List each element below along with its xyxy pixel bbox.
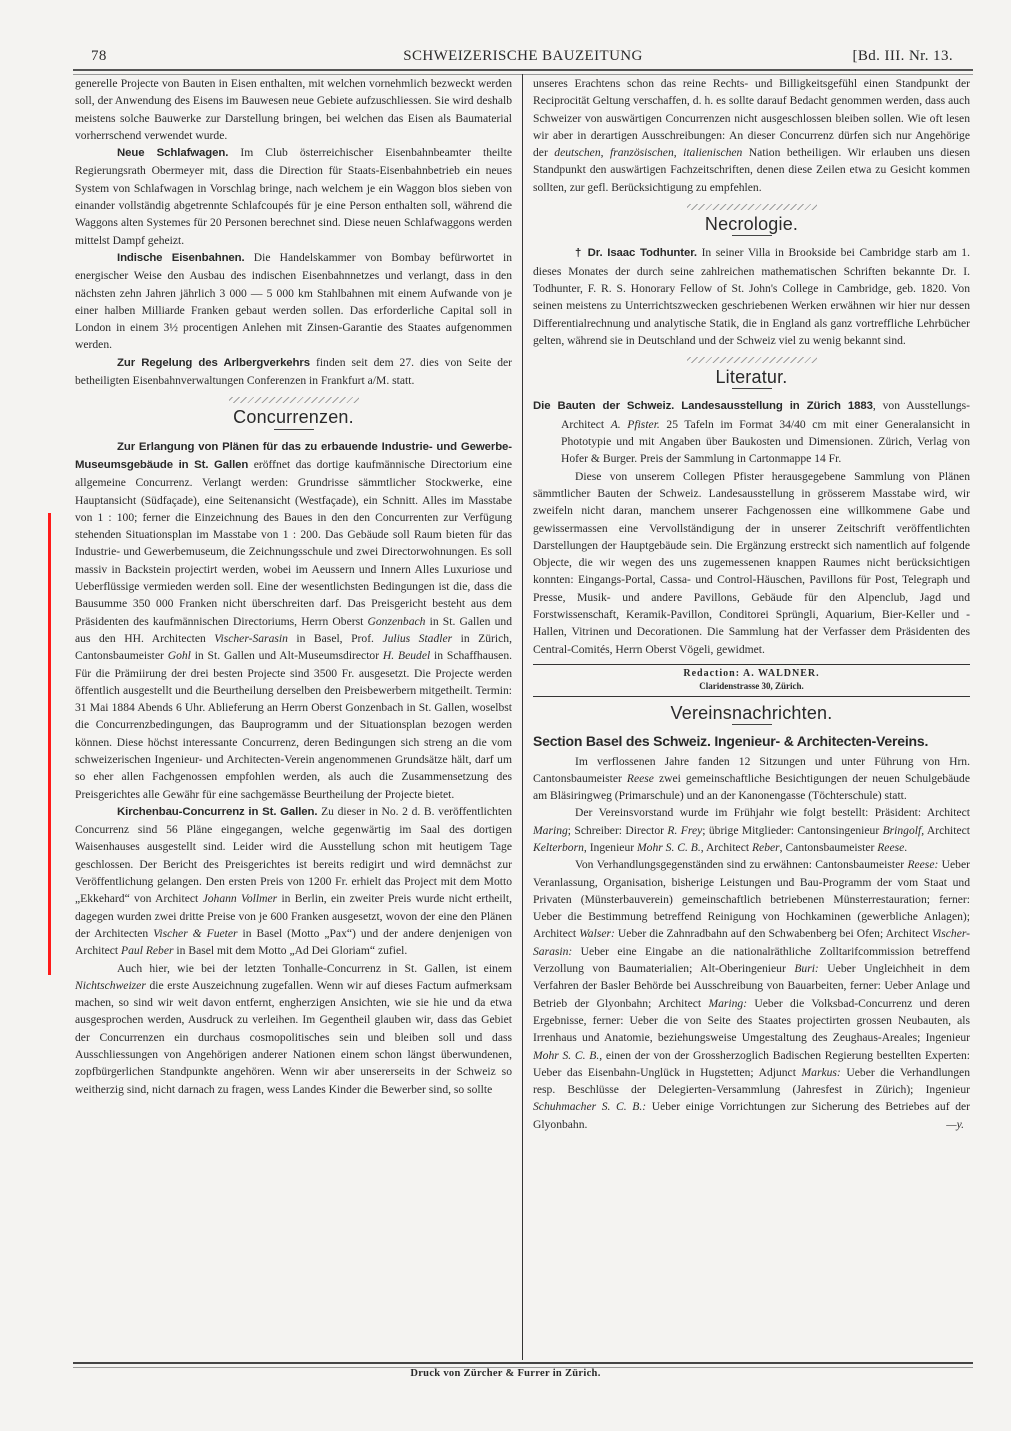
- article-text: finden seit dem 27. dies von Seite der betheiligten Eisenbahnverwaltungen Conferenzen in Frankfurt a/M. statt.: [75, 355, 512, 388]
- article-text: .: [904, 840, 908, 854]
- volume-issue: [Bd. III. Nr. 13.: [852, 48, 953, 64]
- article-text: in Basel, Prof.: [287, 631, 383, 645]
- article-text: zwei gemeinschaftliche Besichtigungen der neuen Schulgebäude am Bläsiringweg (Primarschule) und an der Kanonengasse (Töchterschule) statt.: [533, 771, 971, 803]
- printer-imprint: Druck von Zürcher & Furrer in Zürich.: [410, 1368, 601, 1379]
- emphasis: deutschen: [554, 146, 601, 160]
- person-name: Reese: [626, 771, 654, 785]
- article-text: In seiner Villa in Brookside bei Cambridge starb am 1. dieses Monates der durch seine zahlreichen mathematischen Schriften bekannte Dr. I. Todhunter, F. R. S. Honorary Fellow of St. John's College in Cambridge, geb. 1820. Von seinen meistens zu Unterrichtszwecken geschriebenen Werken erwähnen wir hier nur dessen Differentialrechnung und analytische Statik, die in England als ganz vortreffliche Lehrbücher gelten, während sie in Deutschland und der Schweiz viel zu wenig bekannt sind.: [533, 246, 971, 347]
- article-auch-hier: [75, 960, 512, 1098]
- person-name: Vischer & Fueter: [153, 926, 238, 940]
- paragraph-continued: generelle Projecte von Bauten in Eisen enthalten, mit welchen vornehmlich bezweckt werden soll, der Anwendung des Eisens im Bauwesen neue Gebiete aufzuschliessen. Sie wird deshalb meistens solche Bauwerke zur Darstellung bringen, bei welchen das Eisen als Baumaterial vorherrschend verwendet wurde.: [75, 77, 512, 142]
- left-column: [75, 75, 512, 1098]
- person-name: H. Beudel: [382, 649, 431, 663]
- article-text: eröffnet das dortige kaufmännische Directorium eine allgemeine Concurrenz. Verlangt werden: Grundrisse sämmtlicher Stockwerke, eine Hauptansicht (Südfaçade), eine Seitenansicht (Westfaçade), ein Schnitt. Alles im Masstabe von 1 : 100; ferner die Einzeichnung des Baues in den den Concurrenten zur Verfügung stehenden Situationsplan im Masstabe von 1 : 200. Das Gebäude soll Raum bieten für das Industrie- und Gewerbemuseum, die Zeichnungsschule und zwei Directorwohnungen. Es soll massiv in Backstein projectirt werden, wobei im Aeussern und Innern Alles Luxuriose und Ueberflüssige vermieden werden soll. Eine der wesentlichsten Bedingungen ist die, dass die Bausumme 350 000 Franken nicht überschreiten darf. Das Preisgericht besteht aus dem Präsidenten des kaufmännischen Directoriums, Herrn Oberst: [75, 457, 512, 628]
- editor-line: Redaction: A. WALDNER.: [683, 667, 820, 679]
- article-todhunter: [533, 244, 970, 349]
- emphasis: Nichtschweizer: [75, 978, 146, 992]
- person-name: Reber: [751, 840, 780, 854]
- person-name: A. Pfister.: [610, 417, 660, 431]
- column-divider: [522, 74, 523, 1360]
- person-name: Paul Reber: [121, 944, 174, 958]
- person-name: Reese: [877, 840, 905, 854]
- person-name: Walser:: [579, 927, 615, 941]
- article-text: Ueber Ungleichheit in dem Verfahren der Basler Behörde bei Ausschreibung von Bauarbeiten, ferner: Ueber Anlage und Betrieb der Glyonbahn; Architect: [533, 962, 970, 1010]
- person-name: Julius Stadler: [382, 631, 453, 645]
- author-signature: —y.: [946, 1117, 964, 1131]
- article-bauten-landesausstellung: [533, 397, 970, 467]
- article-title: Zur Erlangung von Plänen für das zu erbauende Industrie- und Gewerbe-Museumsgebäude in St. Gallen: [75, 440, 512, 471]
- article-st-gallen-museum: [75, 438, 512, 803]
- paragraph-review: Diese von unserem Collegen Pfister herausgegebene Sammlung von Plänen sämmtlicher Bauten der Schweiz. Landesausstellung in grösserem Masstabe wird, wir zweifeln nicht daran, manchem unserer Fachgenossen eine willkommene Gabe und gewissermassen eine Vervollständigung der in unserer Zeitschrift veröffentlichten Darstellungen der Hauptgebäude sein. Die Ergänzung erstreckt sich namentlich auf folgende Objecte, die wir wegen des uns zugemessenen knappen Raumes nicht berücksichtigen konnten: Eingangs-Portal, Cassa- und Control-Häuschen, Pavillons für Post, Telegraph und Presse, Musik- und andere Pavillons, Gebäude für den Alpenclub, Jagd und Forstwissenschaft, Keramik-Pavillon, Conditorei Sprüngli, Aquarium, Bier-Keller und -Hallen, Vitrinen und Decorationen. Die Sammlung hat der Verfasser dem Präsidenten des Central-Comités, Herrn Oberst Vögeli, gewidmet.: [533, 469, 970, 656]
- person-name: Markus:: [801, 1065, 841, 1079]
- article-schlafwagen: [75, 144, 512, 249]
- person-name: Buri:: [794, 962, 819, 976]
- article-text: Zu dieser in No. 2 d. B. veröffentlichten Concurrenz sind 56 Pläne eingegangen, welche gegenwärtig im Saal des dortigen Waisenhauses ausgestellt sind. Leider wird die Ausstellung schon mit heutigem Tage geschlossen. Der Bericht des Preisgerichtes ist bereits redigirt und wird demnächst zur Veröffentlichung gelangen. Den ersten Preis von 1200 Fr. erhielt das Project mit dem Motto „Ekkehard“ von Architect: [75, 804, 512, 906]
- heading-rule: [274, 429, 314, 430]
- person-name: Johann Vollmer: [202, 892, 278, 906]
- ornamental-divider: [687, 357, 817, 363]
- article-text: Die Handelskammer von Bombay befürwortet in energischer Weise den Ausbau des indischen Eisenbahnnetzes und verlangt, dass in den nächsten zehn Jahren jährlich 3 000 — 5 000 km Stahlbahnen mit einem Aufwande von je einer halben Milliarde Franken gebaut werden sollen. Das erforderliche Capital soll in London in einem 3½ procentigen Anlehen mit Zinsen-Garantie des Staates aufgenommen werden.: [75, 250, 512, 352]
- ornamental-divider: [687, 204, 817, 210]
- article-text: Ueber eine Eingabe an die nationalräthliche Zolltarifcommission betreffend Verzollung von Baumaterialien; Alt-Oberingenieur: [533, 944, 970, 976]
- article-text: in Basel mit dem Motto „Ad Dei Gloriam“ zufiel.: [173, 944, 408, 958]
- article-title: Die Bauten der Schweiz. Landesausstellung in Zürich 1883: [533, 400, 873, 413]
- person-name: Mohr S. C. B.: [533, 1048, 600, 1062]
- article-title: Kirchenbau-Concurrenz in St. Gallen.: [117, 805, 318, 818]
- person-name: R. Frey: [667, 823, 703, 837]
- article-text: in Schaffhausen. Für die Prämiirung der drei besten Projecte sind 3500 Fr. ausgesetzt. Die Projecte werden öffentlich ausgestellt und die Beurtheilung derselben den Preisbewerbern mitgetheilt. Termin: 31 Mai 1884 Abends 6 Uhr. Ablieferung an Herrn Oberst Gonzenbach in St. Gallen, woselbst die Concurrenzbedingungen, das Bauprogramm und der Situationsplan bezogen werden können. Diese höchst interessante Concurrenz, deren Bedingungen sich streng an die vom schweizerischen Ingenieur- und Architecten-Verein angenommenen Grundsätze hält, darf um so eher allen Fachgenossen empfohlen werden, als auch die Zusammensetzung des Preisgerichtes alle Gewähr für eine sachgemässe Beurtheilung der Projecte bietet.: [75, 649, 513, 801]
- article-text: Ueber die Verhandlungen resp. Beschlüsse der Delegierten-Versammlung (Jahresfest in Zürich); Ingenieur: [533, 1065, 971, 1097]
- article-indische-eisenbahnen: [75, 249, 512, 354]
- article-text: in Zürich, Cantonsbaumeister: [75, 631, 512, 663]
- separator: ,: [600, 146, 610, 160]
- editorial-credit: [533, 664, 970, 697]
- person-name: Kelterborn: [533, 840, 584, 854]
- person-name: Bringolf: [882, 823, 922, 837]
- right-column: [533, 75, 970, 1133]
- person-name: Reese:: [907, 858, 939, 872]
- article-text: ; Schreiber: Director: [567, 823, 668, 837]
- article-text: in St. Gallen und aus den HH. Architecten: [75, 614, 512, 645]
- heading-rule: [732, 388, 772, 389]
- article-text: Ueber die Volksbad-Concurrenz und deren Ergebnisse, ferner: Ueber die von Seite des Staates projectirten grossen Neubauten, als Irrenhaus und Anatomie, beziehungsweise Umgestaltung des Zeughaus-Areales; Ingenieur: [533, 996, 970, 1045]
- article-text: unseres Erachtens schon das reine Rechts- und Billigkeitsgefühl einen Standpunkt der Reciprocität Geltung verschaffen, d. h. es sollte darauf Bedacht genommen werden, dass auch Schweizer von auswärtigen Concurrenzen nicht ausgeschlossen bleiben sollen. Wie oft lesen wir aber in derartigen Ausschreibungen: An dieser Concurrenz dürfen sich nur Angehörige der: [533, 77, 970, 160]
- article-text: ; übrige Mitglieder: Cantonsingenieur: [702, 823, 883, 837]
- separator: ,: [673, 146, 684, 160]
- section-heading-vereinsnachrichten: Vereinsnachrichten.: [670, 702, 833, 723]
- person-name: Maring:: [708, 996, 748, 1010]
- editor-address: Claridenstrasse 30, Zürich.: [699, 680, 804, 691]
- heading-rule: [732, 724, 772, 725]
- annotation-margin-mark: [48, 513, 51, 975]
- paragraph-basel-1: [533, 753, 970, 805]
- article-text: , Ingenieur: [583, 840, 638, 854]
- person-name: Gonzenbach: [367, 614, 426, 628]
- article-title: Indische Eisenbahnen.: [117, 251, 245, 264]
- article-kirchenbau: [75, 803, 512, 960]
- paragraph-basel-2: [533, 804, 970, 856]
- person-name: Mohr S. C. B.: [637, 840, 701, 854]
- person-name: Vischer-Sarasin:: [533, 927, 970, 958]
- article-text: Der Vereinsvorstand wurde im Frühjahr wie folgt bestellt: Präsident: Architect: [575, 806, 970, 820]
- emphasis: französischen: [609, 146, 674, 160]
- section-heading-literatur: Literatur.: [715, 367, 788, 388]
- article-text: Ueber die Zahnradbahn auf den Schwabenberg bei Ofen; Architect: [614, 927, 932, 941]
- article-text: Auch hier, wie bei der letzten Tonhalle-Concurrenz in St. Gallen, ist einem: [117, 961, 512, 975]
- article-text: Ueber Veranlassung, Organisation, bisherige Leistungen und Bau-Programm der vom Staat und Privaten (Münsterbauverein) gemeinschaftlich betriebenen Münsterrestauration; ferner: Ueber die Bestimmung betreffend Reinigung von Hochkaminen (gewerbliche Anlagen); Architect: [533, 858, 970, 941]
- heading-rule: [732, 235, 772, 236]
- article-arlberg: [75, 354, 512, 390]
- person-name: Schuhmacher S. C. B.:: [533, 1100, 647, 1114]
- paragraph-continued: [533, 75, 970, 196]
- article-text: die erste Auszeichnung zugefallen. Wenn wir auf dieses Factum aufmerksam machen, so sind wir weit davon entfernt, engherzigen Ansichten, wie sie hie und da etwa ausgesprochen werden, Ausdruck zu verleihen. Im Gegentheil glauben wir, dass das Gebiet der Concurrenzen ein durchaus cosmopolitisches sein und bleiben soll und dass Ausschliessungen von Angehörigen anderer Nationen einem schon längst überwundenen, zopfbürgerlichen Standpunkte angehören. Wenn wir aber unsererseits in der Schweiz so weitherzig sind, nicht darnach zu fragen, wess Landes Kinder die Bewerber sind, so sollte: [75, 978, 512, 1096]
- paragraph-basel-3: [533, 856, 970, 1133]
- article-title: † Dr. Isaac Todhunter.: [575, 247, 697, 260]
- person-name: Maring: [533, 823, 568, 837]
- subsection-heading-basel: Section Basel des Schweiz. Ingenieur- & Architecten-Vereins.: [533, 733, 929, 750]
- article-text: in Berlin, ein zweiter Preis wurde nicht ertheilt, dagegen wurden zwei dritte Preise von je 600 Franken ausgesetzt, wovon der eine den Plänen der Architecten: [75, 892, 512, 940]
- article-text: , Architect: [921, 823, 970, 837]
- article-text: Im Club österreichischer Eisenbahnbeamter theilte Regierungsrath Obermeyer mit, dass die Direction für Staats-Eisenbahnbetrieb ein neues System von Schlafwagen in Vorschlag bringe, nach welchem je ein Waggon blos sieben von einander vollständig abgetrennte Schlafcoupés für je eine Person enthalten soll, während die Waggons alten Systemes für 20 Personen berechnet sind. Diese neuen Schlafwaggons werden mittelst Dampf geheizt.: [75, 146, 512, 247]
- article-text: , einen der von der Grossherzoglich Badischen Regierung bestellten Experten: Ueber das Eisenbahn-Unglück in Hugstetten; Adjunct: [533, 1048, 971, 1079]
- article-text: 25 Tafeln im Format 34/40 cm mit einer Generalansicht in Phototypie und mit Angaben über Baukosten und Dimensionen. Zürich, Verlag von Hofer & Burger. Preis der Sammlung in Cartonmappe 14 Fr.: [561, 417, 970, 466]
- section-heading-necrologie: Necrologie.: [704, 214, 799, 235]
- article-text: , Architect: [700, 840, 752, 854]
- article-text: , von Ausstellungs-Architect: [561, 399, 970, 431]
- article-text: Von Verhandlungsgegenständen sind zu erwähnen: Cantonsbaumeister: [575, 858, 908, 872]
- person-name: Gohl: [167, 649, 191, 663]
- article-text: Im verflossenen Jahre fanden 12 Sitzungen und unter Führung von Hrn. Cantonsbaumeister: [533, 754, 970, 785]
- article-text: Nation betheiligen. Wir erlauben uns diesen Standpunkt den auswärtigen Fachzeitschriften, denen diese Zeilen etwa zu Gesicht kommen sollten, zur gefl. Berücksichtigung zu empfehlen.: [533, 146, 971, 194]
- article-title: Neue Schlafwagen.: [117, 147, 229, 160]
- article-text: , Cantonsbaumeister: [779, 840, 878, 854]
- article-text: in St. Gallen und Alt-Museumsdirector: [190, 649, 383, 663]
- article-text: Ueber einige Vorrichtungen zur Sicherung des Betriebes auf der Glyonbahn.: [533, 1100, 971, 1131]
- page-number: 78: [91, 48, 107, 64]
- section-heading-concurrenzen: Concurrenzen.: [233, 407, 354, 428]
- article-text: in Basel (Motto „Pax“) und der andere denjenigen von Architect: [75, 926, 512, 958]
- ornamental-divider: [229, 397, 359, 403]
- emphasis: italienischen: [683, 146, 743, 160]
- journal-title: SCHWEIZERISCHE BAUZEITUNG: [403, 48, 643, 64]
- person-name: Vischer-Sarasin: [214, 631, 288, 645]
- article-title: Zur Regelung des Arlbergverkehrs: [117, 356, 310, 369]
